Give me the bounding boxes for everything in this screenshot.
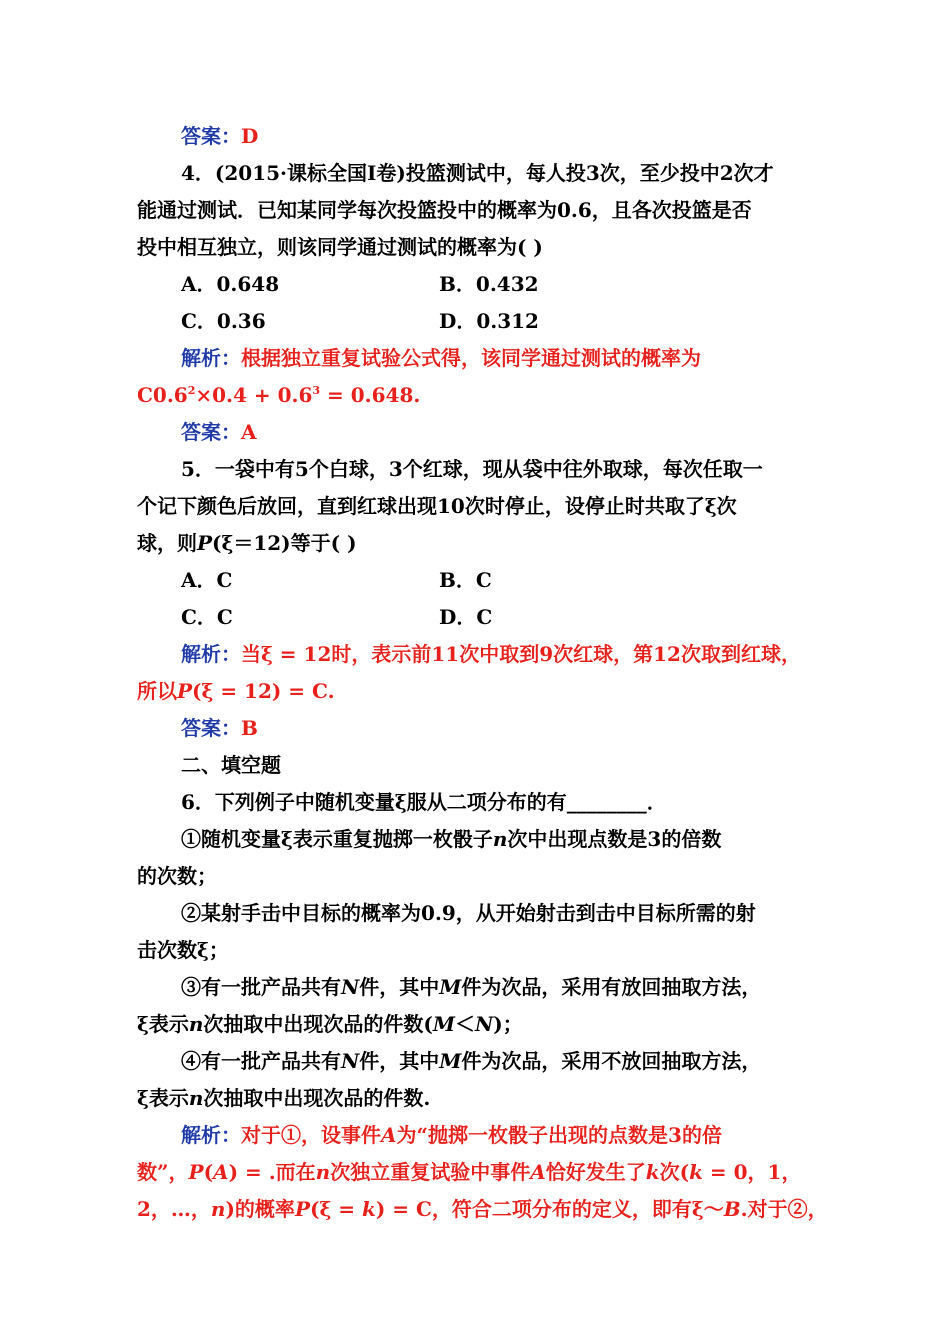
math-var: n [315,1160,331,1184]
math-var: n [210,1197,226,1221]
text-part: )的概率 [225,1197,295,1221]
text-part: 2，…， [137,1197,211,1221]
math-var: A [381,1123,397,1147]
q4-analysis-line-2 [137,377,817,414]
q6-stem: 6．下列例子中随机变量ξ服从二项分布的有________． [181,790,667,814]
text-part: ) = .而在 [228,1160,316,1184]
text-part: ξ表示 [137,1012,189,1036]
analysis-label: 解析： [181,346,241,370]
q4-stem-line-2: 能通过测试．已知某同学每次投篮投中的概率为0.6，且各次投篮是否 [137,198,752,222]
q6-item-4-line-1 [137,1043,817,1080]
text-part: ξ表示 [137,1086,189,1110]
q4-options-row-2 [137,303,817,340]
exponent: 3 [312,384,321,397]
q4-stem-line-1: 4．(2015·课标全国Ⅰ卷)投篮测试中，每人投3次，至少投中2次才 [181,161,774,185]
text-part: 所以 [137,679,177,703]
text-part: 次( [659,1160,690,1184]
text-part: (ξ = 12) = C. [192,679,335,703]
q4-analysis-line-1 [137,340,817,377]
q4-option-a: A．0.648 [181,272,280,296]
text-part: 恰好发生了 [545,1160,646,1184]
text-part: 对于①，设事件 [241,1123,381,1147]
text-part: 球，则 [137,531,197,555]
answer-value: D [241,124,259,148]
math-var: n [492,827,508,851]
q5-option-a: A．C [181,568,233,592]
q5-stem-line-1: 5．一袋中有5个白球，3个红球，现从袋中往外取球，每次任取一 [181,457,763,481]
q5-options-row-1 [137,562,817,599]
q6-item-4-line-2 [137,1080,817,1117]
math-var: P [188,1160,204,1184]
q6-item-2-line-1: ②某射手击中目标的概率为0.9，从开始射击到击中目标所需的射 [181,901,756,925]
q5-option-b: B．C [439,568,492,592]
math-var: N [341,1049,360,1073]
math-var: P [197,531,213,555]
q4-option-c: C．0.36 [181,309,266,333]
text-part: ＜ [455,1012,476,1036]
document-content [137,118,828,1228]
math-var: k [689,1160,703,1184]
text-part: ) = C，符合二项分布的定义，即有ξ～ [375,1197,724,1221]
q5-analysis-text: 当ξ = 12时，表示前11次中取到9次红球，第12次取到红球， [241,642,801,666]
q4-analysis-text: 根据独立重复试验公式得，该同学通过测试的概率为 [241,346,701,370]
q6-item-3-line-2 [137,1006,817,1043]
text-part: 件，其中 [359,975,440,999]
q3-answer [137,118,817,155]
formula-part: ×0.4 + 0.6 [195,383,313,407]
q6-analysis-line-1 [137,1117,817,1154]
text-part: = 0，1， [702,1160,802,1184]
section-title: 二、填空题 [181,753,281,777]
q4-stem-line-3: 投中相互独立，则该同学通过测试的概率为( ) [137,235,543,259]
math-var: n [188,1086,204,1110]
text-part: )； [493,1012,523,1036]
text-part: 件为次品，采用不放回抽取方法， [461,1049,762,1073]
math-var: N [341,975,360,999]
formula-part: = 0.648. [320,383,421,407]
text-part: 次抽取中出现次品的件数. [203,1086,431,1110]
math-var: k [361,1197,376,1221]
q6-analysis-line-2 [137,1154,817,1191]
q5-option-c: C．C [181,605,233,629]
answer-label: 答案： [181,124,241,148]
math-var: M [432,1012,456,1036]
math-var: n [188,1012,204,1036]
analysis-label: 解析： [181,1123,241,1147]
q5-options-row-2 [137,599,817,636]
math-var: M [439,1049,462,1073]
answer-value: A [241,420,257,444]
answer-label: 答案： [181,420,241,444]
text-part: 次独立重复试验中事件 [330,1160,531,1184]
q6-analysis-line-3 [137,1191,828,1228]
text-part: 数”， [137,1160,189,1184]
answer-label: 答案： [181,716,241,740]
math-var: A [530,1160,546,1184]
q5-analysis-line-2 [137,673,817,710]
text-part: ( [203,1160,214,1184]
analysis-label: 解析： [181,642,241,666]
text-part: .对于②， [740,1197,828,1221]
answer-value: B [241,716,258,740]
text-part: ①随机变量ξ表示重复抛掷一枚骰子 [181,827,493,851]
math-var: N [475,1012,494,1036]
math-var: k [645,1160,660,1184]
text-part: 次抽取中出现次品的件数( [203,1012,433,1036]
q6-item-3-line-1 [137,969,817,1006]
text-part: (ξ = [309,1197,362,1221]
q6-item-2-line-2: 击次数ξ； [137,938,229,962]
q4-options-row-1 [137,266,817,303]
exponent: 2 [187,384,196,397]
math-var: P [177,679,193,703]
q5-option-d: D．C [439,605,493,629]
q5-answer [137,710,817,747]
q6-item-1-line-1 [137,821,817,858]
text-part: ④有一批产品共有 [181,1049,341,1073]
q5-stem-line-3 [137,525,817,562]
text-part: 件，其中 [359,1049,440,1073]
q5-stem-line-2: 个记下颜色后放回，直到红球出现10次时停止，设停止时共取了ξ次 [137,494,737,518]
math-var: M [439,975,462,999]
math-var: A [213,1160,229,1184]
q4-answer [137,414,817,451]
text-part: 为“抛掷一枚骰子出现的点数是3的倍 [396,1123,722,1147]
text-part: 次中出现点数是3的倍数 [507,827,722,851]
q5-analysis-line-1 [137,636,817,673]
math-var: P [294,1197,310,1221]
q6-item-1-line-2: 的次数； [137,864,217,888]
q4-option-b: B．0.432 [439,272,539,296]
q4-option-d: D．0.312 [439,309,539,333]
formula-part: C0.6 [137,383,188,407]
text-part: (ξ＝12)等于( ) [212,531,357,555]
math-var: B [723,1197,741,1221]
text-part: 件为次品，采用有放回抽取方法， [461,975,762,999]
text-part: ③有一批产品共有 [181,975,341,999]
